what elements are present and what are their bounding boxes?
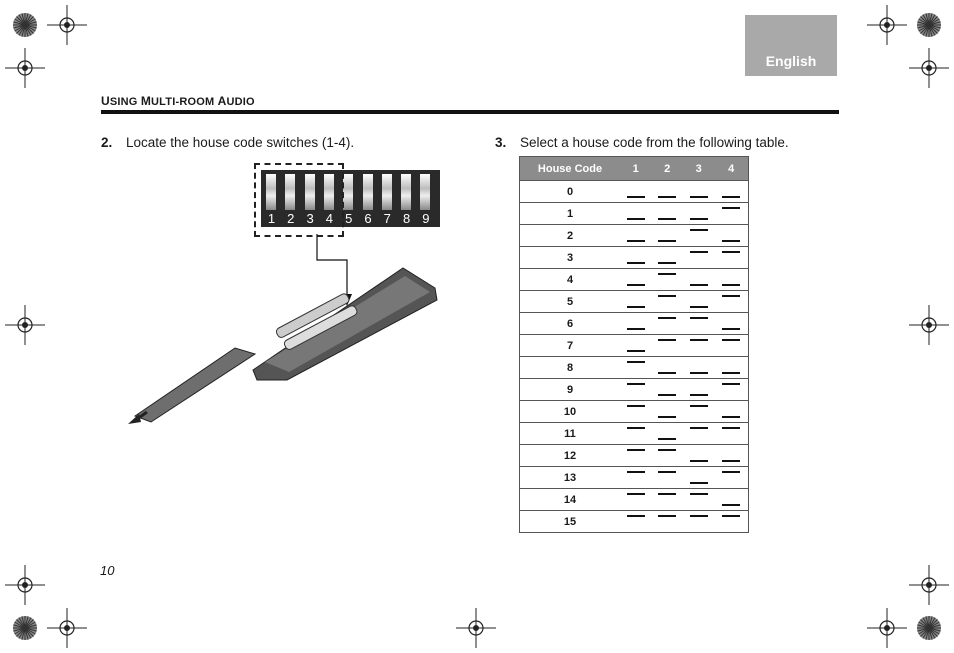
- switch-up-mark: [690, 405, 708, 407]
- switch-2-cell: [651, 511, 682, 533]
- switch-down-mark: [627, 218, 645, 220]
- house-code-value: 11: [520, 423, 621, 445]
- switch-up-mark: [658, 493, 676, 495]
- dip-switch-label: 6: [364, 211, 372, 226]
- table-row: [520, 313, 749, 335]
- switch-4-cell: [714, 401, 748, 423]
- switch-1-cell: [620, 313, 651, 335]
- switch-up-mark: [690, 493, 708, 495]
- switch-up-mark: [722, 427, 740, 429]
- switch-up-mark: [658, 295, 676, 297]
- house-code-switch-highlight: [254, 163, 344, 237]
- remote-illustration: [125, 230, 445, 430]
- step-text: Select a house code from the following table.: [520, 135, 789, 150]
- switch-2-cell: [651, 489, 682, 511]
- registration-mark-icon: [909, 48, 949, 88]
- switch-2-cell: [651, 247, 682, 269]
- switch-2-cell: [651, 203, 682, 225]
- switch-4-cell: [714, 247, 748, 269]
- house-code-value: 0: [520, 181, 621, 203]
- header-switch-3: 3: [683, 157, 714, 181]
- switch-up-mark: [627, 471, 645, 473]
- switch-up-mark: [722, 471, 740, 473]
- switch-3-cell: [683, 511, 714, 533]
- switch-4-cell: [714, 335, 748, 357]
- switch-3-cell: [683, 181, 714, 203]
- dip-switch-5: [343, 174, 353, 210]
- table-row: [520, 379, 749, 401]
- step-2: [101, 135, 354, 150]
- switch-down-mark: [722, 504, 740, 506]
- table-header-row: [520, 157, 749, 181]
- switch-4-cell: [714, 445, 748, 467]
- house-code-value: 10: [520, 401, 621, 423]
- switch-up-mark: [690, 317, 708, 319]
- table-row: [520, 489, 749, 511]
- house-code-value: 15: [520, 511, 621, 533]
- registration-mark-icon: [909, 305, 949, 345]
- dip-switch-label: 7: [383, 211, 391, 226]
- switch-down-mark: [722, 460, 740, 462]
- table-row: [520, 445, 749, 467]
- switch-down-mark: [627, 328, 645, 330]
- switch-up-mark: [627, 493, 645, 495]
- switch-1-cell: [620, 423, 651, 445]
- switch-1-cell: [620, 181, 651, 203]
- switch-up-mark: [690, 229, 708, 231]
- dip-switch-label: 2: [287, 211, 295, 226]
- switch-down-mark: [627, 196, 645, 198]
- switch-3-cell: [683, 247, 714, 269]
- house-code-value: 7: [520, 335, 621, 357]
- switch-down-mark: [690, 482, 708, 484]
- switch-1-cell: [620, 467, 651, 489]
- color-target-icon: [12, 12, 38, 38]
- switch-up-mark: [627, 449, 645, 451]
- switch-3-cell: [683, 335, 714, 357]
- switch-1-cell: [620, 247, 651, 269]
- house-code-value: 14: [520, 489, 621, 511]
- table-row: [520, 269, 749, 291]
- switch-down-mark: [722, 196, 740, 198]
- switch-down-mark: [627, 284, 645, 286]
- house-code-value: 6: [520, 313, 621, 335]
- switch-down-mark: [722, 328, 740, 330]
- switch-down-mark: [722, 416, 740, 418]
- dip-switch-7: [382, 174, 392, 210]
- switch-up-mark: [658, 449, 676, 451]
- switch-down-mark: [627, 262, 645, 264]
- switch-up-mark: [722, 207, 740, 209]
- switch-down-mark: [690, 306, 708, 308]
- switch-4-cell: [714, 379, 748, 401]
- switch-2-cell: [651, 269, 682, 291]
- switch-4-cell: [714, 203, 748, 225]
- switch-1-cell: [620, 357, 651, 379]
- switch-2-cell: [651, 313, 682, 335]
- switch-2-cell: [651, 423, 682, 445]
- header-switch-2: 2: [651, 157, 682, 181]
- registration-mark-icon: [47, 608, 87, 648]
- house-code-value: 2: [520, 225, 621, 247]
- table-row: [520, 357, 749, 379]
- header-rule: [101, 110, 839, 114]
- dip-switch-label: 3: [306, 211, 314, 226]
- switch-down-mark: [722, 284, 740, 286]
- switch-up-mark: [722, 295, 740, 297]
- switch-up-mark: [627, 427, 645, 429]
- switch-2-cell: [651, 379, 682, 401]
- switch-down-mark: [690, 372, 708, 374]
- step-3: [495, 135, 789, 150]
- dip-switch-8: [401, 174, 411, 210]
- table-row: [520, 401, 749, 423]
- switch-3-cell: [683, 489, 714, 511]
- switch-2-cell: [651, 181, 682, 203]
- registration-mark-icon: [909, 565, 949, 605]
- switch-down-mark: [722, 372, 740, 374]
- switch-3-cell: [683, 379, 714, 401]
- registration-mark-icon: [47, 5, 87, 45]
- switch-down-mark: [627, 240, 645, 242]
- house-code-value: 13: [520, 467, 621, 489]
- switch-4-cell: [714, 467, 748, 489]
- color-target-icon: [916, 12, 942, 38]
- switch-4-cell: [714, 423, 748, 445]
- switch-3-cell: [683, 203, 714, 225]
- switch-up-mark: [722, 339, 740, 341]
- house-code-value: 3: [520, 247, 621, 269]
- house-code-value: 1: [520, 203, 621, 225]
- switch-3-cell: [683, 269, 714, 291]
- switch-4-cell: [714, 269, 748, 291]
- switch-4-cell: [714, 225, 748, 247]
- registration-mark-icon: [5, 48, 45, 88]
- dip-switch-9: [420, 174, 430, 210]
- table-row: [520, 203, 749, 225]
- registration-mark-icon: [867, 608, 907, 648]
- switch-up-mark: [722, 251, 740, 253]
- switch-2-cell: [651, 467, 682, 489]
- switch-3-cell: [683, 291, 714, 313]
- step-number: 2.: [101, 135, 113, 150]
- language-tab[interactable]: [745, 15, 837, 76]
- house-code-value: 8: [520, 357, 621, 379]
- switch-down-mark: [690, 218, 708, 220]
- switch-up-mark: [627, 361, 645, 363]
- switch-up-mark: [627, 383, 645, 385]
- switch-down-mark: [658, 372, 676, 374]
- switch-up-mark: [722, 383, 740, 385]
- switch-1-cell: [620, 203, 651, 225]
- switch-2-cell: [651, 357, 682, 379]
- switch-1-cell: [620, 379, 651, 401]
- house-code-value: 12: [520, 445, 621, 467]
- switch-down-mark: [658, 438, 676, 440]
- dip-switch-label: 1: [267, 211, 276, 226]
- switch-up-mark: [722, 515, 740, 517]
- dip-switch-label: 5: [345, 211, 353, 226]
- table-row: [520, 511, 749, 533]
- switch-1-cell: [620, 511, 651, 533]
- header-switch-4: 4: [714, 157, 748, 181]
- dip-switch-label: 4: [325, 211, 333, 226]
- switch-up-mark: [690, 427, 708, 429]
- header-house-code: House Code: [520, 157, 621, 181]
- table-row: [520, 247, 749, 269]
- switch-3-cell: [683, 313, 714, 335]
- switch-4-cell: [714, 489, 748, 511]
- switch-up-mark: [627, 405, 645, 407]
- switch-2-cell: [651, 291, 682, 313]
- switch-1-cell: [620, 489, 651, 511]
- switch-4-cell: [714, 357, 748, 379]
- switch-3-cell: [683, 423, 714, 445]
- switch-1-cell: [620, 445, 651, 467]
- switch-3-cell: [683, 225, 714, 247]
- switch-down-mark: [722, 240, 740, 242]
- switch-2-cell: [651, 225, 682, 247]
- switch-up-mark: [658, 339, 676, 341]
- switch-up-mark: [690, 515, 708, 517]
- switch-up-mark: [658, 471, 676, 473]
- switch-3-cell: [683, 401, 714, 423]
- registration-mark-icon: [5, 565, 45, 605]
- switch-down-mark: [658, 240, 676, 242]
- switch-4-cell: [714, 313, 748, 335]
- dip-switch-label: 9: [422, 211, 430, 226]
- table-row: [520, 225, 749, 247]
- switch-down-mark: [658, 416, 676, 418]
- dip-switch-6: [363, 174, 373, 210]
- switch-up-mark: [690, 339, 708, 341]
- switch-4-cell: [714, 291, 748, 313]
- switch-3-cell: [683, 445, 714, 467]
- switch-down-mark: [690, 284, 708, 286]
- house-code-table: [519, 156, 749, 533]
- house-code-value: 9: [520, 379, 621, 401]
- language-tab-label: English: [765, 53, 817, 69]
- registration-mark-icon: [456, 608, 496, 648]
- switch-1-cell: [620, 401, 651, 423]
- switch-down-mark: [658, 218, 676, 220]
- switch-1-cell: [620, 225, 651, 247]
- switch-down-mark: [658, 262, 676, 264]
- registration-mark-icon: [867, 5, 907, 45]
- step-text: Locate the house code switches (1-4).: [126, 135, 355, 150]
- section-title: USING MULTI-ROOM AUDIO: [101, 94, 255, 108]
- switch-down-mark: [627, 350, 645, 352]
- house-code-value: 4: [520, 269, 621, 291]
- switch-3-cell: [683, 467, 714, 489]
- switch-2-cell: [651, 335, 682, 357]
- switch-down-mark: [658, 394, 676, 396]
- switch-1-cell: [620, 335, 651, 357]
- switch-4-cell: [714, 511, 748, 533]
- step-number: 3.: [495, 135, 507, 150]
- switch-down-mark: [690, 460, 708, 462]
- switch-up-mark: [658, 515, 676, 517]
- switch-2-cell: [651, 401, 682, 423]
- registration-mark-icon: [5, 305, 45, 345]
- house-code-value: 5: [520, 291, 621, 313]
- switch-down-mark: [690, 394, 708, 396]
- switch-up-mark: [658, 273, 676, 275]
- page-number: 10: [100, 563, 115, 578]
- color-target-icon: [12, 615, 38, 641]
- switch-down-mark: [627, 306, 645, 308]
- table-row: [520, 467, 749, 489]
- table-row: [520, 181, 749, 203]
- color-target-icon: [916, 615, 942, 641]
- table-row: [520, 423, 749, 445]
- table-row: [520, 335, 749, 357]
- switch-up-mark: [627, 515, 645, 517]
- switch-up-mark: [658, 317, 676, 319]
- header-switch-1: 1: [620, 157, 651, 181]
- switch-3-cell: [683, 357, 714, 379]
- switch-2-cell: [651, 445, 682, 467]
- switch-1-cell: [620, 269, 651, 291]
- switch-down-mark: [658, 196, 676, 198]
- switch-up-mark: [690, 251, 708, 253]
- switch-4-cell: [714, 181, 748, 203]
- switch-down-mark: [690, 196, 708, 198]
- table-row: [520, 291, 749, 313]
- dip-switch-label: 8: [402, 211, 411, 226]
- switch-1-cell: [620, 291, 651, 313]
